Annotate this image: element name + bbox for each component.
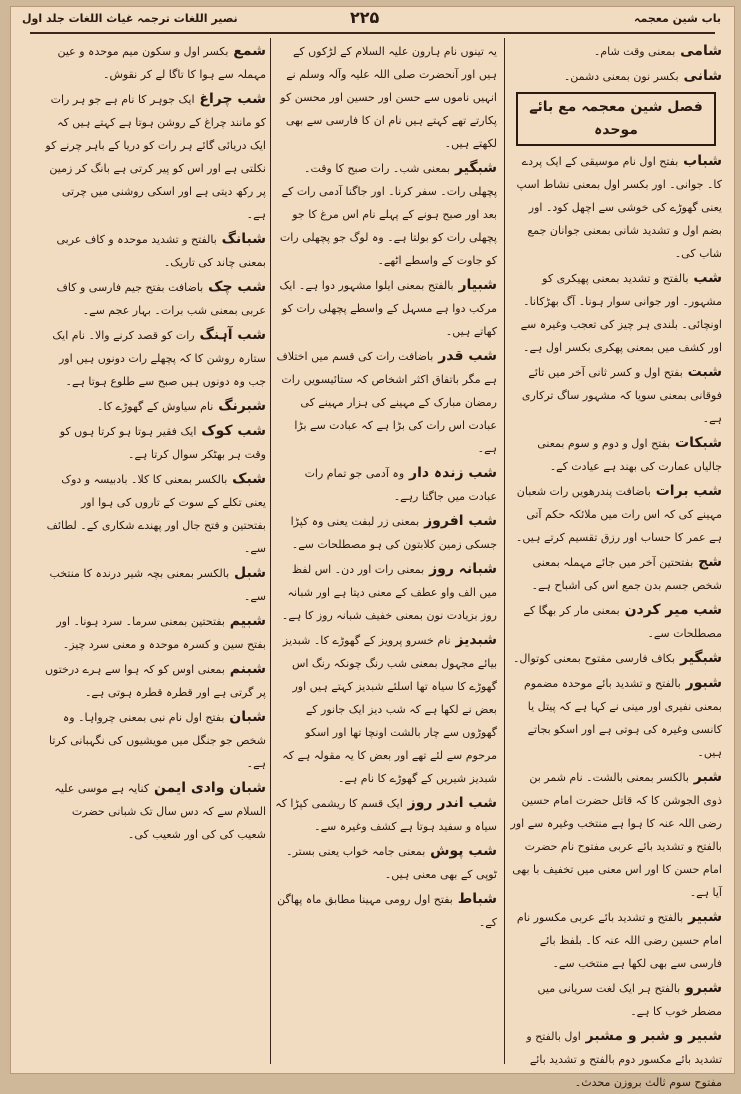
dictionary-entry <box>44 228 266 274</box>
entry-definition: بفتح اول و دوم و سوم بمعنی جالیاں عمارت کی بھند ہے عیادت کے۔ <box>537 437 722 473</box>
entry-headword: شبیر و شبر و مشبر <box>580 1028 722 1044</box>
entry-headword: شباب <box>678 153 722 169</box>
entry-definition: بالکسر بمعنی کا کلا۔ بادبیسہ و دوک یعنی تکلے کے سوت کے تاروں کی ہوا اور بفتحتین و فتح جال اور پھندے شکاری کے۔ لطائف سے۔ <box>46 473 266 555</box>
dictionary-entry <box>510 647 722 670</box>
entry-headword: شمع <box>228 43 266 59</box>
dictionary-entry <box>275 40 497 155</box>
entry-headword: شب قدر <box>433 348 497 364</box>
dictionary-entry <box>510 551 722 597</box>
entry-definition: باضافت رات کی قسم میں اختلاف ہے مگر باتفاق اکثر اشخاص کہ ستائیسویں رات رمضان مبارک کے مہینے کی ہزار مہینے کی عبادت اس رات کی بڑا ہے کہ عبادت سے بڑا ہے۔ <box>276 350 497 455</box>
entry-headword: شبرنگ <box>213 398 266 414</box>
entry-definition: بفتح اول رومی مہینا مطابق ماہ پھاگن کے۔ <box>277 893 497 929</box>
dictionary-entry <box>510 267 722 359</box>
dictionary-entry <box>275 510 497 556</box>
entry-headword: شب برات <box>650 483 722 499</box>
header-rule <box>30 32 715 34</box>
entry-definition: بالفتح و تشدید بائے عربی مکسور نام امام حسین رضی اللہ عنہ کا۔ بلفظ بائے فارسی سے بھی لکھا ہے منتخب سے۔ <box>516 911 722 970</box>
entry-definition: باضافت پندرھویں رات شعبان مہینے کی کہ اس رات میں ملائکہ حکم آتی ہے عمر کا حساب اور رزق تقسیم کرتے ہیں۔ <box>515 485 722 544</box>
entry-definition: بالفتح و تشدید موحدہ و کاف عربی بمعنی چاند کی تاریک۔ <box>56 233 266 269</box>
dictionary-entry <box>510 40 722 63</box>
entry-definition: کنایہ ہے موسی علیہ السلام سے کہ دس سال تک شبانی حضرت شعیب کی کی اور شعیب کی۔ <box>54 782 266 841</box>
entry-definition: بمعنی جامہ خواب یعنی بستر۔ ٹوپی کے بھی معنی ہیں۔ <box>286 845 497 881</box>
column-divider <box>504 38 505 1064</box>
entry-headword: شبگیر <box>450 160 497 176</box>
entry-headword: شباط <box>452 891 497 907</box>
dictionary-entry <box>275 629 497 790</box>
entry-headword: شبکات <box>670 435 722 451</box>
entry-headword: شبرو <box>680 980 722 996</box>
entry-headword: شبان <box>224 709 266 725</box>
entry-definition: بفتحتین بمعنی سرما۔ سرد ہونا۔ اور بفتح سین و کسرہ موحدہ و معنی سرد چیز۔ <box>56 615 266 651</box>
dictionary-entry <box>510 599 722 645</box>
entry-definition: بالفتح ہر ایک لغت سریانی میں مضطر خوب کا ہے۔ <box>537 982 722 1018</box>
entry-definition: اول بالفتح و تشدید بائے مکسور دوم بالفتح و تشدید بائے مفتوح سوم ثالث بروزن محدث۔ <box>526 1030 722 1089</box>
dictionary-entry <box>275 157 497 272</box>
entry-headword: شبدیز <box>450 632 497 648</box>
entry-definition: نام خسرو پرویز کے گھوڑے کا۔ شبدیز بیائے مجہول بمعنی شب رنگ چونکہ رنگ اس گھوڑے کا سیاہ تھا اسلئے شبدیز کہتے ہیں اور بعض نے لکھا ہے کہ شب دیز ایک جانور کے گھوڑوں سے چار بالشت اونچا تھا اور اسکو مرحوم سے لئے تھے اور بعض کا یہ مقولہ ہے کہ شبدیز شیریں کے گھوڑے کا نام ہے۔ <box>282 634 497 785</box>
dictionary-entry <box>275 792 497 838</box>
dictionary-entry <box>275 345 497 460</box>
entry-headword: شب پوش <box>425 843 497 859</box>
entry-headword: شبیار <box>453 277 497 293</box>
entry-headword: شب کوک <box>196 423 266 439</box>
entry-headword: شبیر <box>683 909 722 925</box>
section-heading: فصل شین معجمہ مع بائے موحدہ <box>516 92 716 146</box>
entry-headword: شبک <box>227 471 266 487</box>
dictionary-entry <box>44 706 266 775</box>
entry-definition: بمعنی شب۔ رات صبح کا وقت۔ پچھلی رات۔ سفر کرنا۔ اور جاگنا آدمی رات کے بعد اور صبح ہونے کے پہلے نام اس مرغ کا جو پچھلی رات کو بولتا ہے۔ وہ لوگ جو پچھلی رات کو جاوت کے واسطے اٹھے۔ <box>279 162 497 267</box>
dictionary-entry <box>44 658 266 704</box>
dictionary-entry <box>44 88 266 226</box>
dictionary-entry <box>510 672 722 764</box>
dictionary-entry <box>44 420 266 466</box>
entry-definition: بالکسر بمعنی بالشت۔ نام شمر بن ذوی الجوشن کا کہ قاتل حضرت امام حسین رضی اللہ عنہ کا ہوا ہے منتخب وغیرہ سے اور بالفتح و تشدید بائے عربی مفتوح نام حضرت امام حسن کا اور اس معنی میں تخفیف با بھی آیا ہے۔ <box>510 771 722 899</box>
dictionary-entry <box>44 276 266 322</box>
entry-headword: شانی <box>678 68 722 84</box>
document-page <box>10 6 735 1089</box>
page-number: ۲۲۵ <box>350 8 380 27</box>
entry-definition: بفتحتین آخر میں جائے مہملہ بمعنی شخص جسم بدن جمع اس کی اشباح ہے۔ <box>531 556 722 592</box>
entry-headword: شب میر کردن <box>619 602 722 618</box>
dictionary-entry <box>44 562 266 608</box>
dictionary-entry <box>510 432 722 478</box>
dictionary-entry <box>44 395 266 418</box>
dictionary-entry <box>510 766 722 904</box>
column-left <box>44 40 266 1064</box>
dictionary-entry <box>510 361 722 430</box>
entry-headword: شب آہنگ <box>194 327 266 343</box>
entry-definition: بالفتح بمعنی ایلوا مشہور دوا ہے۔ ایک مرکب دوا ہے مسہل کے واسطے پچھلی رات کو کھاتے ہیں۔ <box>279 279 497 338</box>
entry-headword: شبانہ روز <box>424 561 497 577</box>
entry-headword: شامی <box>675 43 722 59</box>
entry-definition: بالکسر بمعنی بچہ شیر درندہ کا منتخب سے۔ <box>49 567 266 603</box>
entry-definition: بالفتح و تشدید بائے موحدہ مضموم بمعنی نفیری اور مینی نے کہا ہے کہ پیتل یا کانسی وغیرہ کی ہوتی ہے اور اسکو بجاتے ہیں۔ <box>523 677 722 759</box>
dictionary-entry <box>510 1025 722 1094</box>
dictionary-entry <box>510 977 722 1023</box>
entry-definition: بمعنی مار کر بھگا کے مصطلحات سے۔ <box>523 604 722 640</box>
dictionary-entry <box>510 150 722 265</box>
entry-definition: نام سیاوش کے گھوڑے کا۔ <box>97 400 214 413</box>
entry-definition: بکسر اول و سکون میم موحدہ و عین مہملہ سے ہوا کا تاگا لے کر نقوش۔ <box>57 45 266 81</box>
dictionary-entry <box>44 40 266 86</box>
dictionary-entry <box>275 274 497 343</box>
book-title: نصیر اللغات ترجمہ غیاث اللغات جلد اول <box>22 12 238 25</box>
entry-headword: شبان وادی ایمن <box>149 780 266 796</box>
entry-definition: بکسر نون بمعنی دشمن۔ <box>563 70 679 83</box>
entry-definition: بفتح اول و کسر ثانی آخر میں تائے فوقانی بمعنی سویا کہ مشہور ساگ ترکاری ہے۔ <box>521 366 722 425</box>
entry-definition: ایک قسم کا ریشمی کپڑا کہ سیاہ و سفید ہوتا ہے کشف وغیرہ سے۔ <box>275 797 497 833</box>
entry-definition: بمعنی اوس کو کہ ہوا سے ہرے درختوں پر گرتی ہے اور قطرہ قطرہ ہوتی ہے۔ <box>44 663 266 699</box>
column-right <box>510 40 722 1089</box>
entry-headword: شب افروز <box>419 513 497 529</box>
dictionary-entry <box>275 888 497 934</box>
chapter-ref: باب شین معجمہ <box>634 12 721 25</box>
entry-headword: شب چک <box>203 279 266 295</box>
dictionary-entry <box>44 777 266 846</box>
entry-headword: شب <box>688 270 722 286</box>
entry-headword: شبت <box>682 364 722 380</box>
entry-headword: شبل <box>229 565 266 581</box>
entry-definition: رات کو قصد کرنے والا۔ نام ایک ستارہ روشن کا کہ پچھلے رات دونوں ہیں اور جب وہ دونوں ہیں صبح سے طلوع ہوتا ہے۔ <box>52 329 266 388</box>
dictionary-entry <box>510 480 722 549</box>
entry-headword: شبر <box>688 769 722 785</box>
entry-definition: بمعنی وقت شام۔ <box>593 45 676 58</box>
entry-definition: بفتح اول نام نبی بمعنی چرواہا۔ وہ شخص جو جنگل میں مویشیوں کی نگہبانی کرتا ہے۔ <box>49 711 266 770</box>
entry-headword: شب اندر روز <box>402 795 497 811</box>
entry-definition: یہ تینوں نام ہارون علیہ السلام کے لڑکوں کے ہیں اور آنحضرت صلی اللہ علیہ وآلہ وسلم نے انہیں ناموں سے حسن اور حسین اور محسن کو پکارتے تھے کہتے ہیں نام ان کا فارسی سے بھی لکھتے ہیں۔ <box>280 45 497 150</box>
column-divider <box>270 38 271 1064</box>
dictionary-entry <box>510 65 722 88</box>
entry-definition: بالفتح و تشدید بمعنی پھیکری کو مشہور۔ اور جوانی سوار ہونا۔ آگ بھڑکانا۔ اونچائی۔ بلندی ہر چیز کی تعجب وغیرہ سے اور کشف میں بمعنی پھکری بکسر اول ہے۔ <box>520 272 722 354</box>
dictionary-entry <box>44 610 266 656</box>
entry-definition: ایک فقیر ہوتا ہو کرتا ہوں کو وقت ہر بھٹکر سوال کرتا ہے۔ <box>59 425 266 461</box>
entry-headword: شبنم <box>224 661 266 677</box>
entry-headword: شبگیر <box>675 650 722 666</box>
dictionary-entry <box>275 558 497 627</box>
entry-headword: شب چراغ <box>194 91 266 107</box>
entry-definition: وہ آدمی جو تمام رات عبادت میں جاگتا رہے۔ <box>304 467 497 503</box>
entry-headword: شبور <box>680 675 722 691</box>
entry-headword: شج <box>693 554 722 570</box>
entry-definition: بمعنی زر لبفت یعنی وہ کپڑا جسکی زمین کلابتون کی ہو مصطلحات سے۔ <box>290 515 497 551</box>
entry-definition: بمعنی رات اور دن۔ اس لفظ میں الف واو عطف کے معنی دیتا ہے اور شبانہ روز بزیادت نون بمعنی خفیف شبانہ روز کا ہے۔ <box>281 563 497 622</box>
dictionary-entry <box>44 468 266 560</box>
column-middle <box>275 40 497 1064</box>
dictionary-entry <box>275 462 497 508</box>
entry-headword: شبیم <box>224 613 266 629</box>
entry-definition: بکاف فارسی مفتوح بمعنی کوتوال۔ <box>512 652 676 665</box>
entry-headword: شب زندہ دار <box>404 465 497 481</box>
entry-headword: شبانگ <box>216 231 266 247</box>
dictionary-entry <box>275 840 497 886</box>
dictionary-entry <box>44 324 266 393</box>
dictionary-entry <box>510 906 722 975</box>
entry-definition: ایک جوہر کا نام ہے جو ہر رات کو مانند چراغ کے روشن ہوتا ہے کہتے ہیں کہ ایک دریائی گائے ہر رات کو دریا کے باہر چرنے کو نکلتی ہے اور اس کو پیر کرتی ہے بانگ کر زمین پر رکھ دیتی ہے اور اسکی روشنی میں چرتی ہے۔ <box>45 93 266 221</box>
entry-definition: باضافت بفتح جیم فارسی و کاف عربی بمعنی شب برات۔ بہار عجم سے۔ <box>56 281 266 317</box>
entry-definition: بفتح اول نام موسیقی کے ایک پردے کا۔ جوانی۔ اور بکسر اول بمعنی نشاط اسپ یعنی گھوڑے کی خوشی سے اچھل کود۔ اور بضم اول و تشدید شانی بمعنی جوانان جمع شاب کی۔ <box>516 155 722 260</box>
